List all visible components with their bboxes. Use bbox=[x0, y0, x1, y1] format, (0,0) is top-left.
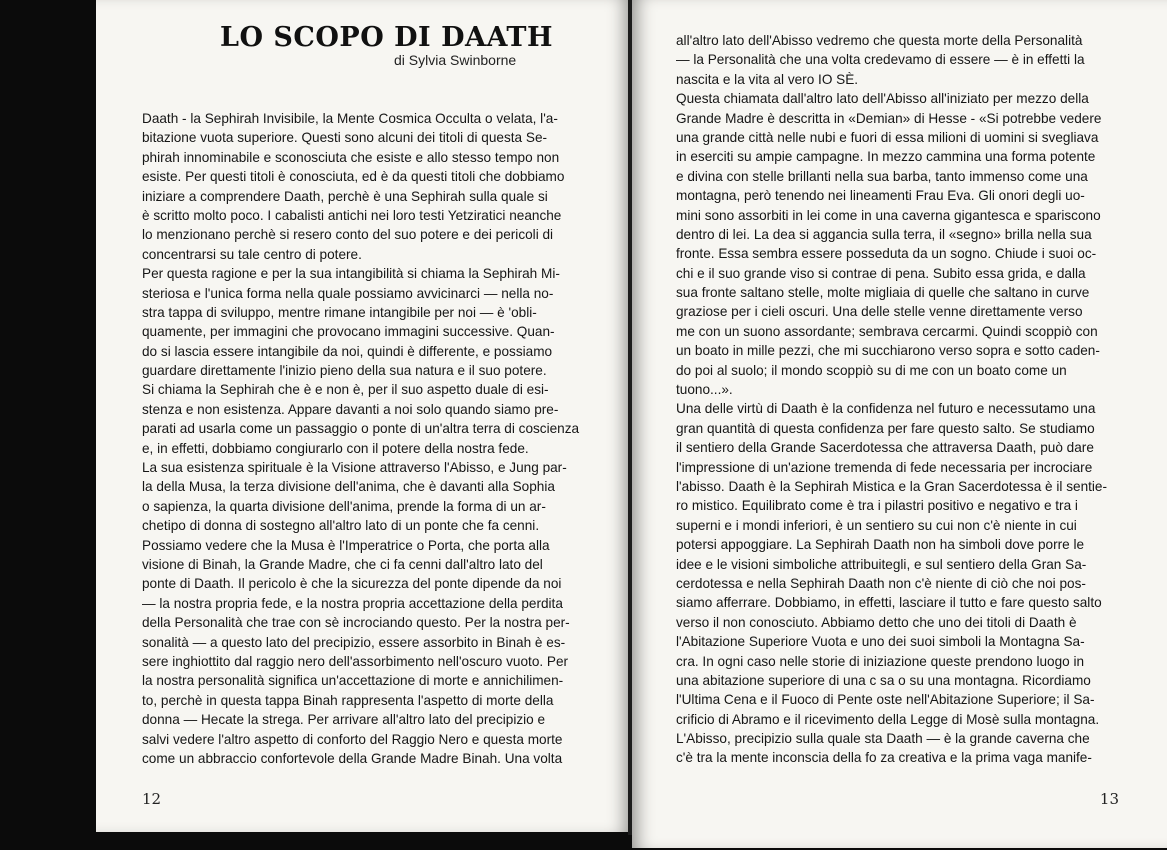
article-author: di Sylvia Swinborne bbox=[394, 52, 517, 68]
text-line: l'Ultima Cena e il Fuoco di Pente oste nell'Abitazione Superiore; il Sa- bbox=[676, 692, 1095, 708]
text-line: chi e il suo grande viso si contrae di pena. Subito essa grida, e dalla bbox=[676, 265, 1086, 281]
text-line: come un abbraccio confortevole della Grande Madre Binah. Una volta bbox=[142, 750, 563, 766]
text-line: cra. In ogni caso nelle storie di iniziazione queste prendono luogo in bbox=[676, 653, 1085, 669]
text-line: La sua esistenza spirituale è la Visione attraverso l'Abisso, e Jung par- bbox=[142, 460, 567, 476]
text-line: fronte. Essa sembra essere posseduta da un sogno. Chiude i suoi oc- bbox=[676, 246, 1097, 262]
text-line: — la Personalità che una volta credevamo di essere — è in effetti la bbox=[676, 52, 1085, 68]
text-line: lo menzionano perchè si resero conto del suo potere e dei pericoli di bbox=[142, 227, 554, 243]
text-line: crificio di Abramo e il ricevimento della Legge di Mosè sulla montagna. bbox=[676, 711, 1100, 727]
page-number-left: 12 bbox=[142, 790, 162, 808]
text-line: l'impressione di un'azione tremenda di fede necessaria per incrociare bbox=[676, 459, 1093, 475]
text-line: Questa chiamata dall'altro lato dell'Abisso all'iniziato per mezzo della bbox=[676, 91, 1089, 107]
text-line: concentrarsi su tale centro di potere. bbox=[142, 246, 362, 262]
text-line: guardare direttamente l'inizio pieno della sua natura e il suo potere. bbox=[142, 363, 547, 379]
text-line: parati ad usarla come un passaggio o ponte di un'altra terra di coscienza bbox=[142, 421, 580, 437]
text-line: il sentiero della Grande Sacerdotessa che attraversa Daath, può dare bbox=[676, 440, 1094, 456]
text-line: ponte di Daath. Il pericolo è che la sicurezza del ponte dipende da noi bbox=[142, 576, 562, 592]
text-line: e divina con stelle brillanti nella sua barba, tanto immenso come una bbox=[676, 168, 1088, 184]
text-line: steriosa e l'unica forma nella quale possiamo avvicinarci — nella no- bbox=[142, 285, 554, 301]
text-line: stenza e non esistenza. Appare davanti a noi solo quando siamo pre- bbox=[142, 401, 559, 417]
text-line: tuono...». bbox=[676, 382, 733, 398]
text-line: in eserciti su ampie campagne. In mezzo cammina una forma potente bbox=[676, 149, 1096, 165]
text-line: L'Abisso, precipizio sulla quale sta Daath — è la grande caverna che bbox=[676, 731, 1090, 747]
text-line: — la nostra propria fede, e la nostra propria accettazione della perdita bbox=[142, 595, 563, 611]
text-line: salvi vedere l'altro aspetto di conforto del Raggio Nero e questa morte bbox=[142, 731, 563, 747]
text-line: mini sono assorbiti in lei come in una caverna gigantesca e spariscono bbox=[676, 207, 1101, 223]
text-line: ro mistico. Equilibrato come è tra i pilastri positivo e negativo e tra i bbox=[676, 498, 1078, 514]
text-line: superni e i mondi inferiori, è un sentiero su cui non c'è niente in cui bbox=[676, 517, 1077, 533]
text-line: e, in effetti, dobbiamo congiurarlo con il potere della nostra fede. bbox=[142, 440, 529, 456]
text-line: siamo afferrare. Dobbiamo, in effetti, lasciare il tutto e fare questo salto bbox=[676, 595, 1102, 611]
text-line: stra tappa di sviluppo, mentre rimane intangibile per noi — è 'obli- bbox=[142, 304, 537, 320]
text-line: sonalità — a questo lato del precipizio, essere assorbito in Binah è es- bbox=[142, 634, 566, 650]
text-line: Per questa ragione e per la sua intangibilità si chiama la Sephirah Mi- bbox=[142, 266, 560, 282]
text-line: della Personalità che trae con sè incrociando questo. Per la nostra per- bbox=[142, 615, 570, 631]
text-line: visione di Binah, la Grande Madre, che ci fa cenni dall'altro lato del bbox=[142, 556, 543, 572]
text-line: sua fronte saltano stelle, molte migliaia di quelle che saltano in curve bbox=[676, 285, 1090, 301]
text-line: una grande città nelle nubi e fuori di essa milioni di uomini si svegliava bbox=[676, 129, 1099, 145]
text-line: è scritto molto poco. I cabalisti antichi nei loro testi Yetziratici neanche bbox=[142, 207, 562, 223]
text-line: me con un suono assordante; sembrava cercarmi. Quindi scoppiò con bbox=[676, 323, 1098, 339]
text-line: Grande Madre è descritta in «Demian» di Hesse - «Si potrebbe vedere bbox=[676, 110, 1102, 126]
text-line: l'abisso. Daath è la Sephirah Mistica e la Gran Sacerdotessa è il sentie- bbox=[676, 478, 1108, 494]
text-line: l'Abitazione Superiore Vuota e uno dei suoi simboli la Montagna Sa- bbox=[676, 634, 1085, 650]
text-line: la nostra personalità significa un'accettazione di morte e annichilimen- bbox=[142, 673, 564, 689]
page-number-right: 13 bbox=[1099, 790, 1119, 808]
text-line: quamente, per immagini che provocano immagini successive. Quan- bbox=[142, 324, 555, 340]
text-line: potersi appoggiare. La Sephirah Daath non ha simboli dove porre le bbox=[676, 537, 1085, 553]
left-page-body bbox=[142, 109, 588, 768]
article-title: LO SCOPO DI DAATH bbox=[220, 22, 554, 53]
text-line: dentro di lei. La dea si aggancia sulla terra, il «segno» brilla nella sua bbox=[676, 226, 1092, 242]
text-line: cerdotessa e nella Sephirah Daath non c'è niente di ciò che noi pos- bbox=[676, 575, 1086, 591]
text-line: phirah innominabile e sconosciuta che esiste e allo stesso tempo non bbox=[142, 149, 560, 165]
text-line: una abitazione superiore di una c sa o su una montagna. Ricordiamo bbox=[676, 672, 1091, 688]
text-line: Una delle virtù di Daath è la confidenza nel futuro e necessutamo una bbox=[676, 401, 1096, 417]
text-line: la della Musa, la terza divisione dell'anima, che è davanti alla Sophia bbox=[142, 479, 555, 495]
text-line: do si lascia essere intangibile da noi, quindi è differente, e possiamo bbox=[142, 343, 553, 359]
right-page-body bbox=[676, 31, 1122, 768]
text-line: montagna, però tenendo nei lineamenti Frau Eva. Gli onori degli uo- bbox=[676, 188, 1085, 204]
text-line: graziose per i cieli oscuri. Una delle stelle venne direttamente verso bbox=[676, 304, 1083, 320]
left-page bbox=[96, 0, 630, 832]
text-line: chetipo di donna di sostegno all'altro lato di un ponte che fa cenni. bbox=[142, 518, 540, 534]
text-line: nascita e la vita al vero IO SÈ. bbox=[676, 71, 859, 87]
text-line: gran quantità di questa confidenza per fare questo salto. Se studiamo bbox=[676, 420, 1095, 436]
text-line: Possiamo vedere che la Musa è l'Imperatrice o Porta, che porta alla bbox=[142, 537, 550, 553]
text-line: idee e le visioni simboliche attribuitegli, e sul sentiero della Gran Sa- bbox=[676, 556, 1087, 572]
text-line: do poi al suolo; il mondo scoppiò su di me con un boato come un bbox=[676, 362, 1067, 378]
text-line: sere inghiottito dal raggio nero dell'assorbimento nell'oscuro vuoto. Per bbox=[142, 653, 569, 669]
text-line: o sapienza, la quarta divisione dell'anima, prende la forma di un ar- bbox=[142, 498, 546, 514]
text-line: to, perchè in questa tappa Binah rappresenta l'aspetto di morte della bbox=[142, 692, 554, 708]
text-line: esiste. Per questi titoli è conosciuta, ed è da questi titoli che dobbiamo bbox=[142, 169, 565, 185]
text-line: donna — Hecate la strega. Per arrivare all'altro lato del precipizio e bbox=[142, 712, 546, 728]
text-line: bitazione vuota superiore. Questi sono alcuni dei titoli di questa Se- bbox=[142, 130, 548, 146]
text-line: iniziare a comprendere Daath, perchè è una Sephirah sulla quale si bbox=[142, 188, 548, 204]
text-line: all'altro lato dell'Abisso vedremo che questa morte della Personalità bbox=[676, 33, 1083, 48]
text-line: Si chiama la Sephirah che è e non è, per il suo aspetto duale di esi- bbox=[142, 382, 549, 398]
text-line: Daath - la Sephirah Invisibile, la Mente Cosmica Occulta o velata, l'a- bbox=[142, 111, 558, 126]
text-line: c'è tra la mente inconscia della fo za creativa e la prima vaga manife- bbox=[676, 750, 1092, 766]
right-page bbox=[632, 0, 1167, 848]
text-line: verso il non conosciuto. Abbiamo detto che uno dei titoli di Daath è bbox=[676, 614, 1077, 630]
text-line: un boato in mille pezzi, che mi succhiarono verso sopra e sotto caden- bbox=[676, 343, 1100, 359]
